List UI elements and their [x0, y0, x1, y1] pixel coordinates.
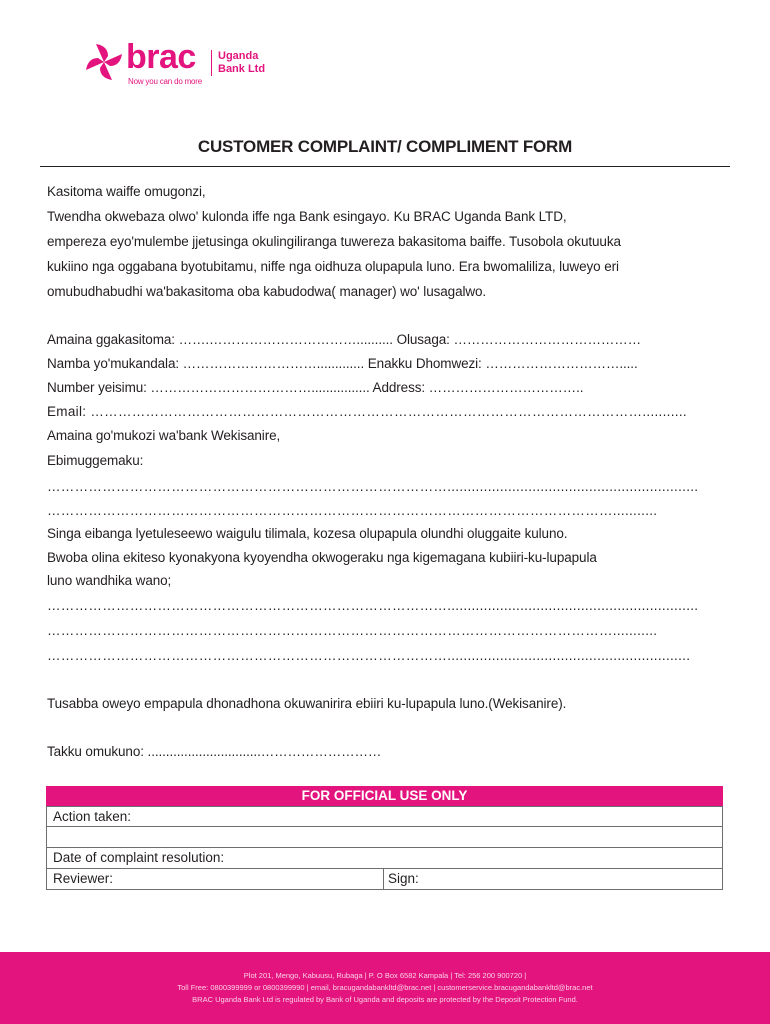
footer-contacts: Toll Free: 0800399999 or 0800399990 | email, bracugandabankltd@brac.net | customerservice.bracugandabankltd@brac.net: [177, 983, 593, 992]
footer-address: Plot 201, Mengo, Kabuusu, Rubaga | P. O Box 6582 Kampala | Tel: 256 200 900720 |: [243, 971, 527, 980]
attachment-note: Bwoba olina ekiteso kyonakyona kyoyendha okwogeraku nga kigemagana kubiiri-ku-lupapula: [47, 550, 597, 565]
intro-line: kukiino nga oggabana byotubitamu, niffe nga oidhuza olupapula luno. Era bwomaliliza, luweyo eri: [47, 259, 619, 274]
sign-cell[interactable]: [384, 869, 419, 889]
attachment-line[interactable]: ……………………………………………………………………………..............................................................: [47, 598, 699, 613]
footer-regulation: BRAC Uganda Bank Ltd is regulated by Bank of Uganda and deposits are protected by the Deposit Protection Fund.: [192, 995, 578, 1004]
comment-line[interactable]: ……………………………………………………………………………..............................................................: [47, 479, 699, 494]
brand-tagline: Now you can do more: [128, 77, 203, 86]
action-taken-row[interactable]: [46, 806, 723, 827]
comments-label: Ebimuggemaku:: [47, 453, 144, 468]
resolution-date-label: Date of complaint resolution:: [53, 850, 225, 865]
phone-field[interactable]: Number yeisimu: ………………………………................ Address: ……………………………..: [47, 380, 584, 395]
customer-name-field[interactable]: Amaina ggakasitoma: …….…………………………….......... Olusaga: ……………………………………: [47, 332, 642, 347]
form-title: CUSTOMER COMPLAINT/ COMPLIMENT FORM: [197, 137, 573, 156]
back-note: Tusabba oweyo empapula dhonadhona okuwanirira ebiiri ku-lupapula luno.(Wekisanire).: [47, 696, 567, 711]
space-note: Singa eibanga lyetuleseewo waigulu tilimala, kozesa olupapula olundhi oluggaite kuluno.: [47, 526, 568, 541]
attachment-line[interactable]: ……………………………………………………………………………………………………………...........: [47, 623, 658, 638]
action-taken-label: Action taken:: [53, 809, 132, 824]
reviewer-row: [46, 869, 723, 890]
attachment-note: luno wandhika wano;: [47, 573, 172, 588]
staff-name-field[interactable]: Amaina go'mukozi wa'bank Wekisanire,: [47, 428, 281, 443]
footer-band: [0, 952, 770, 1024]
signature-field[interactable]: Takku omukuno: ...............................………………………: [47, 744, 382, 759]
email-field[interactable]: Email: …………………………………………………………………………………………………………...........: [47, 404, 687, 419]
brac-pinwheel-icon: [84, 42, 124, 82]
title-divider: [40, 166, 730, 167]
brand-subsidiary: [218, 50, 265, 75]
action-taken-blank-row[interactable]: [46, 827, 723, 848]
brand-subsidiary-line1: Uganda: [218, 50, 259, 62]
intro-greeting: Kasitoma waiffe omugonzi,: [47, 184, 206, 199]
account-number-field[interactable]: Namba yo'mukandala: …………………………............. Enakku Dhomwezi: ………………………….....: [47, 356, 638, 371]
logo-divider: [211, 50, 212, 76]
intro-line: Twendha okwebaza olwo' kulonda iffe nga Bank esingayo. Ku BRAC Uganda Bank LTD,: [47, 209, 567, 224]
brand-subsidiary-line2: Bank Ltd: [218, 62, 266, 75]
intro-line: omubudhabudhi wa'bakasitoma oba kabudodwa( manager) wo' lusagalwo.: [47, 284, 487, 299]
intro-line: empereza eyo'mulembe jjetusinga okulingiliranga tuwereza bakasitoma baiffe. Tusobola okutuuka: [47, 234, 621, 249]
resolution-date-row[interactable]: [46, 848, 723, 869]
brand-name: brac: [126, 38, 196, 76]
reviewer-label: Reviewer:: [53, 871, 114, 886]
comment-line[interactable]: ……………………………………………………………………………………………………………...........: [47, 503, 658, 518]
official-use-header: FOR OFFICIAL USE ONLY: [46, 786, 723, 806]
attachment-line[interactable]: ……………………………………………………………………………............................................................: [47, 648, 691, 663]
sign-label: Sign:: [388, 871, 419, 886]
reviewer-cell[interactable]: [47, 869, 384, 889]
official-use-box: [46, 786, 723, 889]
